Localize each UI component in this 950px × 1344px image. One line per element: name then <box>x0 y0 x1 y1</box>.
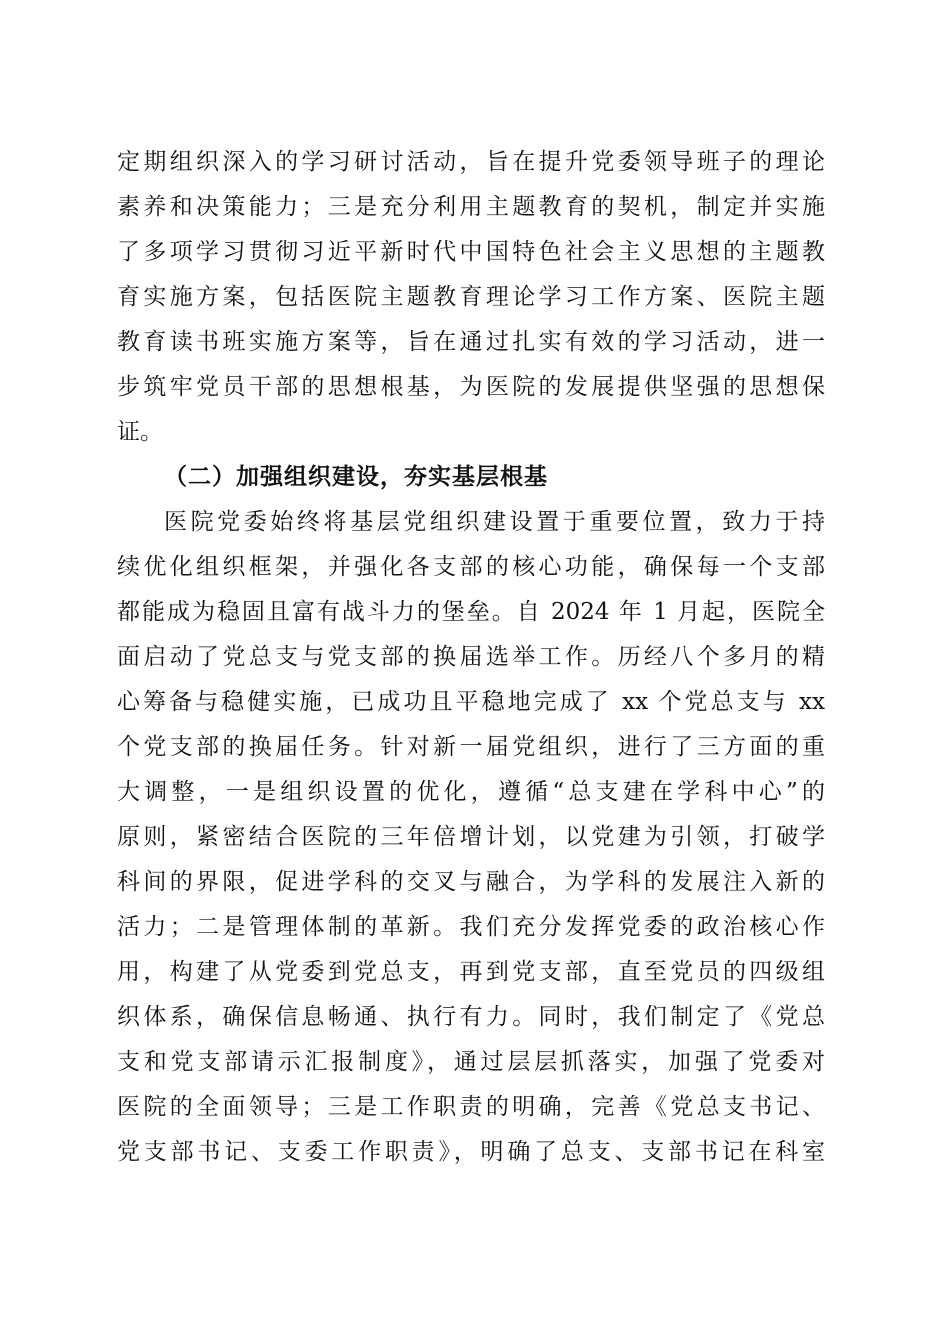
paragraph-2-line: 原则，紧密结合医院的三年倍增计划，以党建为引领，打破学 <box>117 824 825 850</box>
paragraph-2-line: 心筹备与稳健实施，已成功且平稳地完成了 xx 个党总支与 xx <box>117 689 825 715</box>
paragraph-2-line: 面启动了党总支与党支部的换届选举工作。历经八个多月的精 <box>117 644 825 670</box>
paragraph-2-line: 医院党委始终将基层党组织建设置于重要位置，致力于持 <box>164 509 825 535</box>
paragraph-2-line: 科间的界限，促进学科的交叉与融合，为学科的发展注入新的 <box>117 869 825 895</box>
paragraph-2-line: 织体系，确保信息畅通、执行有力。同时，我们制定了《党总 <box>117 1004 825 1030</box>
paragraph-1-line: 证。 <box>117 419 163 445</box>
section-heading: （二）加强组织建设，夯实基层根基 <box>164 464 548 490</box>
paragraph-1-line: 步筑牢党员干部的思想根基，为医院的发展提供坚强的思想保 <box>117 374 825 400</box>
paragraph-2-line: 续优化组织框架，并强化各支部的核心功能，确保每一个支部 <box>117 554 825 580</box>
paragraph-2-line: 支和党支部请示汇报制度》，通过层层抓落实，加强了党委对 <box>117 1049 825 1075</box>
paragraph-2-line: 活力；二是管理体制的革新。我们充分发挥党委的政治核心作 <box>117 914 825 940</box>
paragraph-2-line: 医院的全面领导；三是工作职责的明确，完善《党总支书记、 <box>117 1094 825 1120</box>
paragraph-2-line: 用，构建了从党委到党总支，再到党支部，直至党员的四级组 <box>117 959 825 985</box>
paragraph-1-line: 育实施方案，包括医院主题教育理论学习工作方案、医院主题 <box>117 284 825 310</box>
paragraph-1-line: 教育读书班实施方案等，旨在通过扎实有效的学习活动，进一 <box>117 329 825 355</box>
paragraph-1-line: 了多项学习贯彻习近平新时代中国特色社会主义思想的主题教 <box>117 239 825 265</box>
paragraph-2-line: 党支部书记、支委工作职责》，明确了总支、支部书记在科室 <box>117 1139 825 1165</box>
paragraph-2-line: 个党支部的换届任务。针对新一届党组织，进行了三方面的重 <box>117 734 825 760</box>
paragraph-1-line: 素养和决策能力；三是充分利用主题教育的契机，制定并实施 <box>117 194 825 220</box>
paragraph-1-line: 定期组织深入的学习研讨活动，旨在提升党委领导班子的理论 <box>117 149 825 175</box>
paragraph-2-line: 大调整，一是组织设置的优化，遵循“总支建在学科中心”的 <box>117 779 825 805</box>
paragraph-2-line: 都能成为稳固且富有战斗力的堡垒。自 2024 年 1 月起，医院全 <box>117 599 825 625</box>
